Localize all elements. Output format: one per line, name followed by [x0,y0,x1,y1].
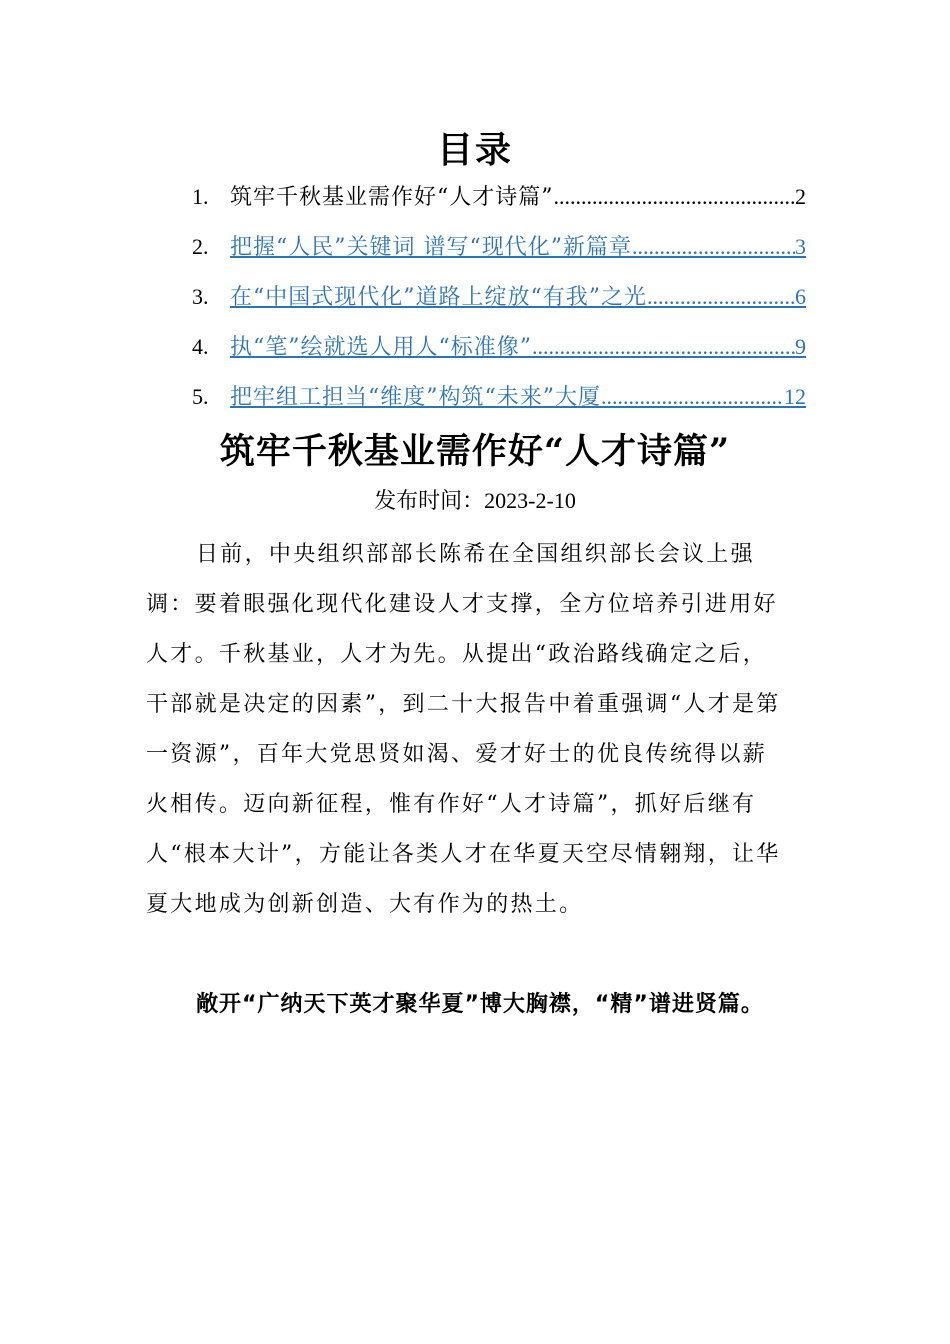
body-paragraph: 日前，中央组织部部长陈希在全国组织部长会议上强调：要着眼强化现代化建设人才支撑，全方位培养引进用好人才。千秋基业，人才为先。从提出“政治路线确定之后，干部就是决定的因素”，到二十大报告中着重强调“人才是第一资源”，百年大党思贤如渴、爱才好士的优良传统得以薪火相传。迈向新征程，惟有作好“人才诗篇”，抓好后继有人“根本大计”，方能让各类人才在华夏天空尽情翱翔，让华夏大地成为创新创造、大有作为的热土。 [146,542,781,917]
toc-leader-dots [601,384,784,410]
toc-item-page: 6 [795,284,806,309]
toc-item-1[interactable] [192,180,806,230]
toc-item-number: 2. [192,234,209,259]
toc-title: 目录 [436,129,513,171]
toc-leader-dots [647,284,795,310]
publish-date-value: 2023-2-10 [484,488,576,513]
toc-item-text: 执“笔”绘就选人用人“标准像” [230,335,532,360]
toc-item-5[interactable] [192,380,806,430]
toc-item-number: 4. [192,334,209,359]
toc-item-3[interactable] [192,280,806,330]
toc-leader-dots [554,184,796,210]
publish-date [0,484,950,515]
toc-leader-dots [532,334,795,360]
toc-item-link[interactable] [230,230,806,261]
toc-leader-dots [632,234,795,260]
toc-item-number: 1. [192,184,209,209]
toc-item-page: 3 [795,234,806,259]
toc-item-link[interactable] [230,280,806,311]
toc-item-text: 把握“人民”关键词 谱写“现代化”新篇章 [230,235,632,260]
publish-date-label: 发布时间： [374,489,485,514]
toc-item-number: 3. [192,284,209,309]
toc-item-page: 9 [795,334,806,359]
toc-item-link[interactable] [230,380,806,411]
section-subheading: 敞开“广纳天下英才聚华夏”博大胸襟，“精”谱进贤篇。 [196,992,764,1017]
toc-item-number: 5. [192,384,209,409]
toc-item-4[interactable] [192,330,806,380]
toc-item-2[interactable] [192,230,806,280]
toc-list [192,180,806,430]
toc-item-text: 把牢组工担当“维度”构筑“未来”大厦 [230,385,601,410]
toc-item-text: 在“中国式现代化”道路上绽放“有我”之光 [230,285,647,310]
toc-item-link[interactable] [230,180,806,211]
article-title: 筑牢千秋基业需作好“人才诗篇” [219,431,731,472]
toc-item-page: 2 [795,184,806,209]
toc-item-page: 12 [784,384,806,409]
toc-item-link[interactable] [230,330,806,361]
toc-item-text: 筑牢千秋基业需作好“人才诗篇” [230,185,554,210]
